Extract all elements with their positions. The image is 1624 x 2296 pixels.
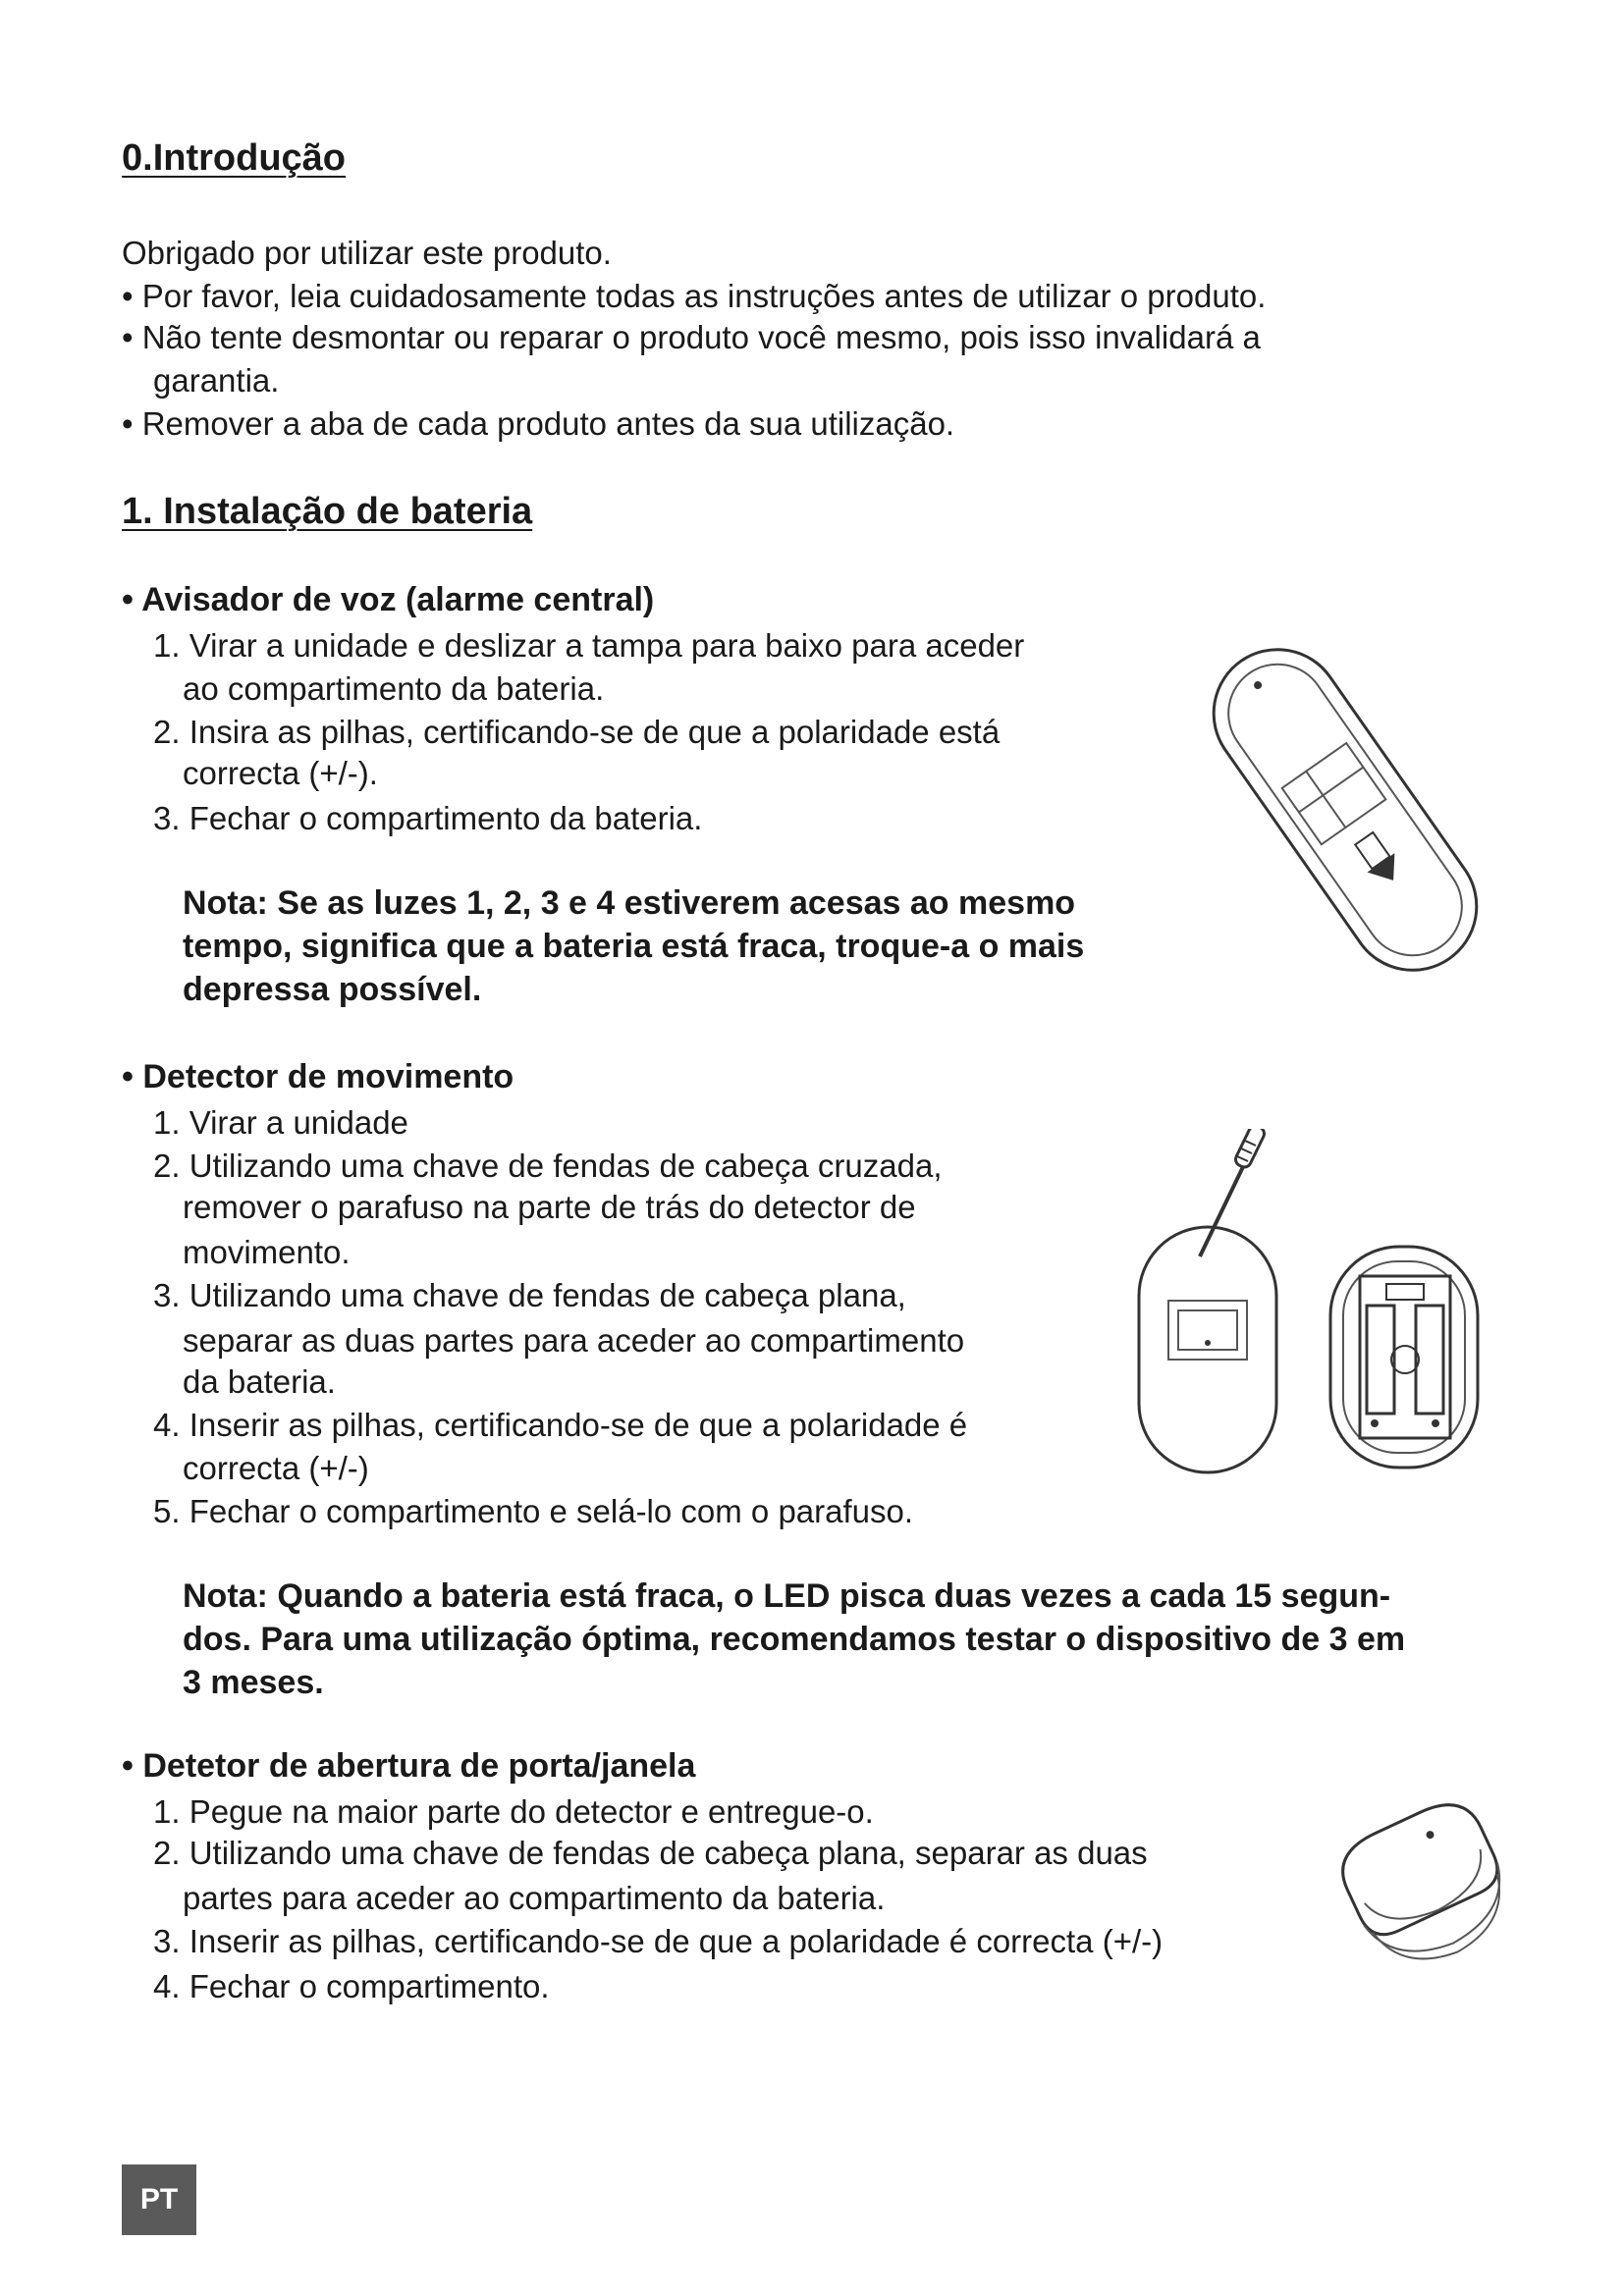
voice-alarm-body: [1198, 638, 1492, 982]
intro-line-3: • Não tente desmontar ou reparar o produto você mesmo, pois isso invalidará a: [122, 319, 1261, 355]
screwdriver-icon: [1200, 1129, 1267, 1256]
motion-note-line-3: 3 meses.: [183, 1664, 324, 1701]
door-step-3: 3. Inserir as pilhas, certificando-se de que a polaridade é correcta (+/-): [153, 1923, 1164, 1959]
motion-detector-back: [1139, 1227, 1276, 1472]
battery-heading: 1. Instalação de bateria: [122, 491, 533, 532]
motion-step-2-cont-a: remover o parafuso na parte de trás do detector de: [183, 1189, 916, 1225]
door-step-2-cont: partes para aceder ao compartimento da bateria.: [183, 1880, 886, 1916]
motion-step-2-cont-b: movimento.: [183, 1234, 351, 1270]
voice-step-3: 3. Fechar o compartimento da bateria.: [153, 800, 703, 836]
door-step-2: 2. Utilizando uma chave de fendas de cabeça plana, separar as duas: [153, 1835, 1148, 1871]
voice-title: • Avisador de voz (alarme central): [122, 581, 655, 618]
door-step-1: 1. Pegue na maior parte do detector e entregue-o.: [153, 1793, 874, 1830]
voice-step-2: 2. Insira as pilhas, certificando-se de que a polaridade está: [153, 714, 1001, 750]
motion-detector-illustration: [1129, 1129, 1492, 1482]
intro-line-1: Obrigado por utilizar este produto.: [122, 235, 612, 271]
motion-note-line-1: Nota: Quando a bateria está fraca, o LED pisca duas vezes a cada 15 segun-: [183, 1577, 1391, 1615]
voice-step-1-cont: ao compartimento da bateria.: [183, 670, 605, 707]
motion-step-5: 5. Fechar o compartimento e selá-lo com o parafuso.: [153, 1493, 914, 1529]
door-title: • Detetor de abertura de porta/janela: [122, 1747, 696, 1785]
motion-step-4-cont: correcta (+/-): [183, 1450, 369, 1486]
intro-line-4: garantia.: [153, 362, 280, 399]
voice-alarm-illustration: [1198, 638, 1492, 982]
motion-note-line-2: dos. Para uma utilização óptima, recomendamos testar o dispositivo de 3 em: [183, 1621, 1406, 1658]
motion-title: • Detector de movimento: [122, 1058, 514, 1095]
door-sensor-illustration: [1335, 1796, 1522, 1983]
language-badge: PT: [122, 2164, 196, 2235]
voice-step-2-cont: correcta (+/-).: [183, 755, 378, 791]
voice-note-line-2: tempo, significa que a bateria está fraca, troque-a o mais: [183, 928, 1085, 965]
motion-step-1: 1. Virar a unidade: [153, 1104, 408, 1141]
voice-note-line-3: depressa possível.: [183, 971, 482, 1008]
motion-step-3-cont-a: separar as duas partes para aceder ao compartimento: [183, 1322, 965, 1359]
voice-note-line-1: Nota: Se as luzes 1, 2, 3 e 4 estiverem acesas ao mesmo: [183, 884, 1076, 922]
intro-line-5: • Remover a aba de cada produto antes da sua utilização.: [122, 405, 955, 442]
motion-step-4: 4. Inserir as pilhas, certificando-se de que a polaridade é: [153, 1407, 968, 1443]
door-step-4: 4. Fechar o compartimento.: [153, 1968, 550, 2004]
intro-line-2: • Por favor, leia cuidadosamente todas as instruções antes de utilizar o produto.: [122, 278, 1267, 314]
motion-step-3: 3. Utilizando uma chave de fendas de cabeça plana,: [153, 1277, 906, 1313]
motion-step-2: 2. Utilizando uma chave de fendas de cabeça cruzada,: [153, 1148, 943, 1184]
battery-icon: [1416, 1306, 1443, 1414]
intro-heading: 0.Introdução: [122, 137, 347, 179]
battery-icon: [1367, 1306, 1394, 1414]
motion-detector-open: [1330, 1247, 1478, 1468]
voice-step-1: 1. Virar a unidade e deslizar a tampa para baixo para aceder: [153, 627, 1025, 664]
motion-step-3-cont-b: da bateria.: [183, 1363, 336, 1400]
